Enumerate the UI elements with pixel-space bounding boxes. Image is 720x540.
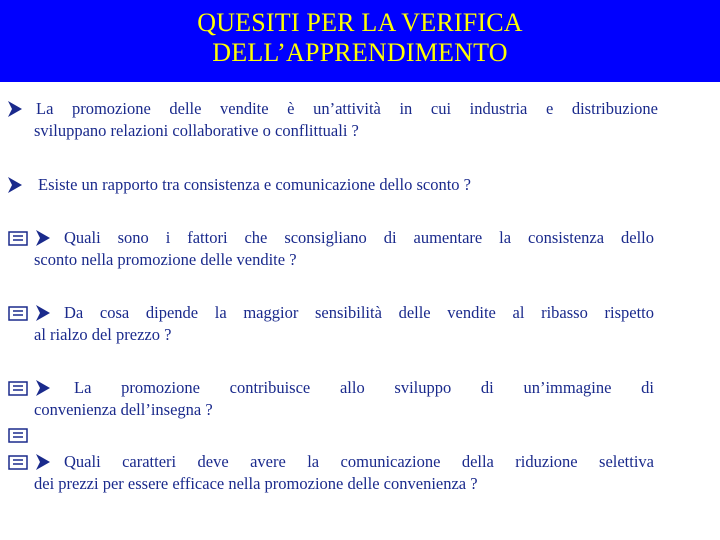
arrowhead-bullet-icon <box>36 380 50 396</box>
note-marker-icon <box>8 231 28 246</box>
question-3-line-2: sconto nella promozione delle vendite ? <box>34 250 297 269</box>
question-4-line-1: Da cosa dipende la maggior sensibilità delle vendite al ribasso rispetto <box>64 303 654 322</box>
note-marker-icon <box>8 306 28 321</box>
question-4-line-2: al rialzo del prezzo ? <box>34 325 172 344</box>
question-1-line-1: La promozione delle vendite è un’attività in cui industria e distribuzione <box>36 99 658 118</box>
question-6-line-2: dei prezzi per essere efficace nella promozione delle convenienza ? <box>34 474 478 493</box>
question-5-line-1: La promozione contribuisce allo sviluppo di un’immagine di <box>74 378 654 397</box>
arrowhead-bullet-icon <box>36 454 50 470</box>
question-5-line-2: convenienza dell’insegna ? <box>34 400 213 419</box>
note-marker-icon <box>8 455 28 470</box>
slide-title <box>0 8 720 68</box>
arrowhead-bullet-icon <box>36 305 50 321</box>
note-marker-icon <box>8 428 28 443</box>
arrowhead-bullet-icon <box>36 230 50 246</box>
note-marker-icon <box>8 381 28 396</box>
question-1-line-2: sviluppano relazioni collaborative o conflittuali ? <box>34 121 359 140</box>
question-2-line-1: Esiste un rapporto tra consistenza e comunicazione dello sconto ? <box>38 175 471 194</box>
question-6-line-1: Quali caratteri deve avere la comunicazione della riduzione selettiva <box>64 452 654 471</box>
arrowhead-bullet-icon <box>8 101 22 117</box>
arrowhead-bullet-icon <box>8 177 22 193</box>
title-line-2: DELL’APPRENDIMENTO <box>212 38 508 67</box>
question-3-line-1: Quali sono i fattori che sconsigliano di aumentare la consistenza dello <box>64 228 654 247</box>
title-line-1: QUESITI PER LA VERIFICA <box>197 8 523 37</box>
